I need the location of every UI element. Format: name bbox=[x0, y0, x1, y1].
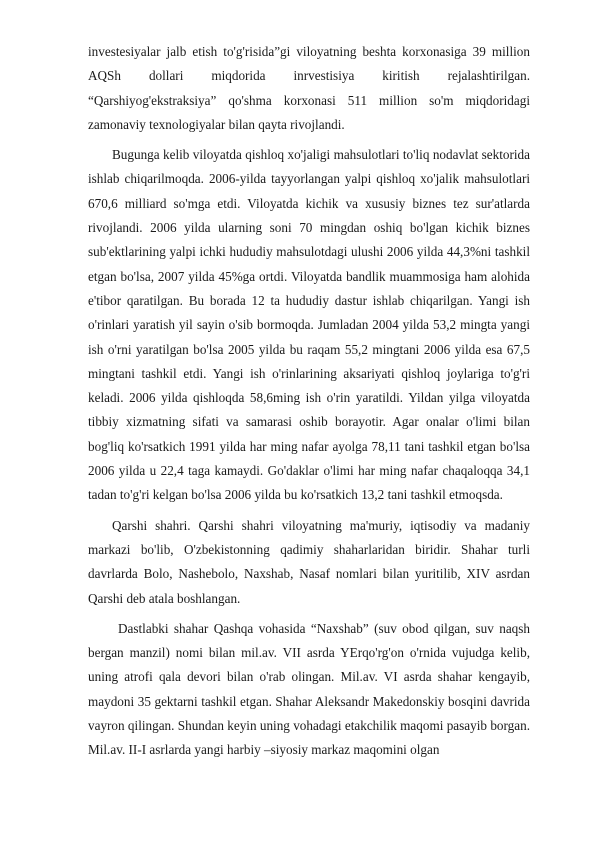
paragraph-agriculture-economy: Bugunga kelib viloyatda qishloq xo'jaligi mahsulotlari to'liq nodavlat sektorida ishlab chiqarilmoqda. 2006-yilda tayyorlangan yalpi qishloq xo'jalik mahsulotlari 670,6 milliard so'mga etdi. Viloyatda kichik va xususiy biznes tez sur'atlarda rivojlandi. 2006 yilda ularning soni 70 mingdan oshiq bo'lgan kichik biznes sub'ektlarining yalpi ichki hududiy mahsulotdagi ulushi 2006 yilda 44,3%ni tashkil etgan bo'lsa, 2007 yilda 45%ga ortdi. Viloyatda bandlik muammosiga ham alohida e'tibor qaratilgan. Bu borada 12 ta hududiy dastur ishlab chiqarilgan. Yangi ish o'rinlari yaratish yil sayin o'sib bormoqda. Jumladan 2004 yilda 53,2 mingta yangi ish o'rni yaratilgan bo'lsa 2005 yilda bu raqam 55,2 mingtani 2006 yilda esa 67,5 mingtani tashkil etdi. Yangi ish o'rinlarining aksariyati qishloq joylariga to'g'ri keladi. 2006 yilda qishloqda 58,6ming ish o'rin yaratildi. Yildan yilga viloyatda tibbiy xizmatning sifati va samarasi oshib borayotir. Agar onalar o'limi bilan bog'liq ko'rsatkich 1991 yilda har ming nafar ayolga 78,11 tani tashkil etgan bo'lsa 2006 yilda u 22,4 taga kamaydi. Go'daklar o'limi har ming nafar chaqaloqqa 34,1 tadan to'g'ri kelgan bo'lsa 2006 yilda bu ko'rsatkich 13,2 tani tashkil etmoqsda. bbox=[88, 147, 530, 503]
paragraph-investments: investesiyalar jalb etish to'g'risida”gi viloyatning beshta korxonasiga 39 million AQSh dollari miqdorida inrvestisiya kiritish rejalashtirilgan. “Qarshiyog'ekstraksiya” qo'shma korxonasi 511 million so'm miqdoridagi zamonaviy texnologiyalar bilan qayta rivojlandi. bbox=[88, 44, 530, 132]
paragraph-city-history: Dastlabki shahar Qashqa vohasida “Naxshab” (suv obod qilgan, suv naqsh bergan manzil) nomi bilan mil.av. VII asrda YErqo'rg'on o'rnida vujudga kelib, uning atrofi qala devori bilan o'rab olingan. Mil.av. VI asrda shahar kengayib, maydoni 35 gektarni tashkil etgan. Shahar Aleksandr Makedonskiy bosqini davrida vayron qilingan. Shundan keyin uning vohadagi etakchilik maqomi pasayib borgan. Mil.av. II-I asrlarda yangi harbiy –siyosiy markaz maqomini olgan bbox=[88, 620, 530, 758]
paragraph-qarshi-city: Qarshi shahri. Qarshi shahri viloyatning ma'muriy, iqtisodiy va madaniy markazi bo'lib, O'zbekistonning qadimiy shaharlaridan biridir. Shahar turli davrlarda Bolo, Nashebolo, Naxshab, Nasaf nomlari bilan yuritilib, XIV asrdan Qarshi deb atala boshlangan. bbox=[88, 517, 530, 606]
document-page bbox=[88, 40, 530, 763]
